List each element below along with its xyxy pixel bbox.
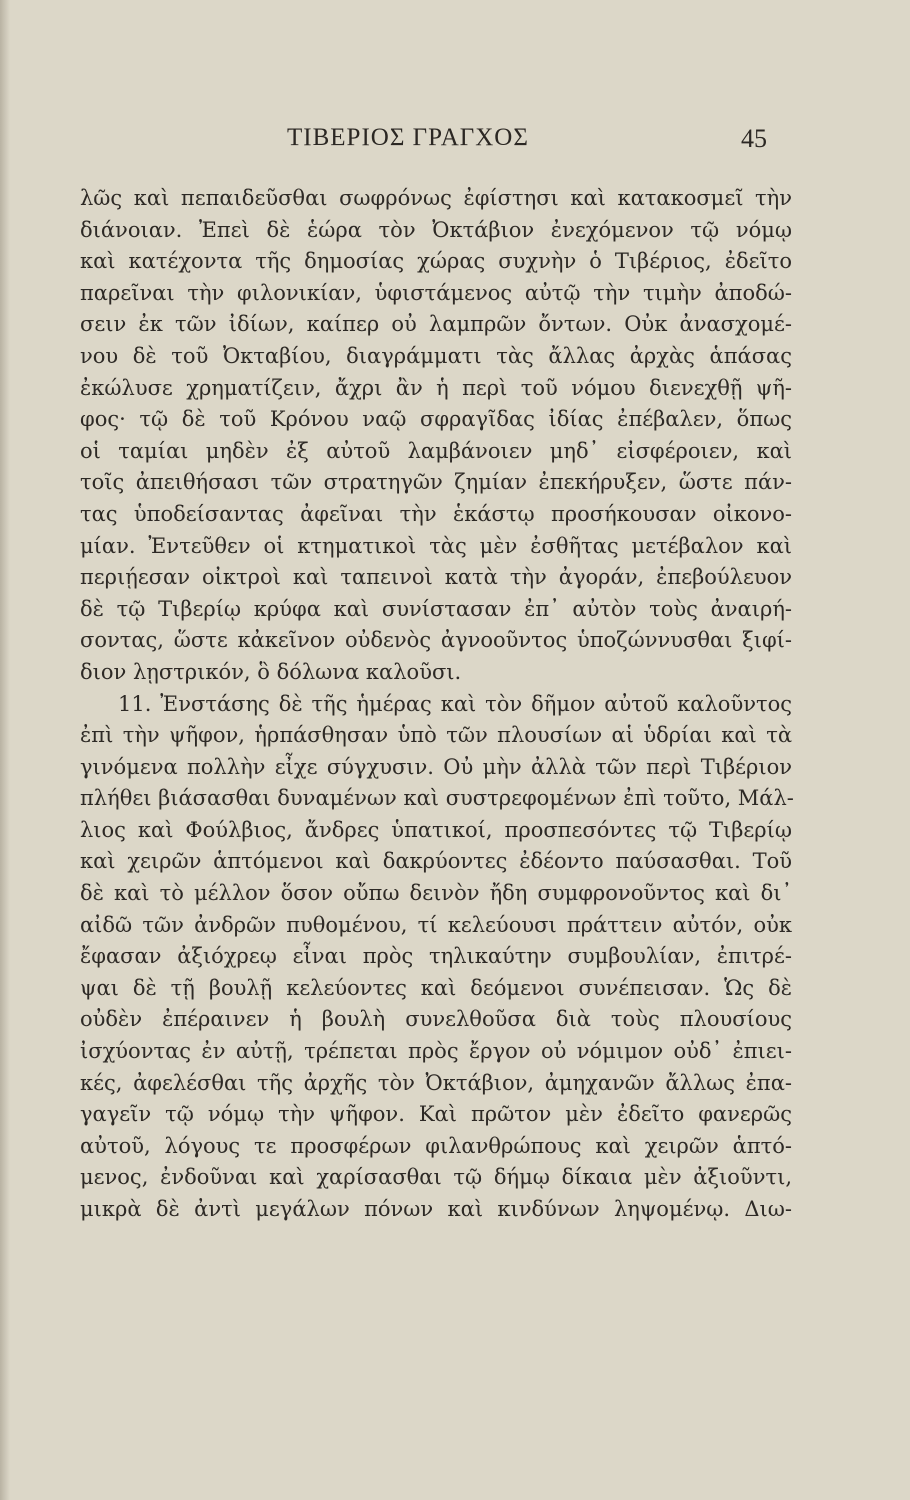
text-line: μικρὰ δὲ ἀντὶ μεγάλων πόνων καὶ κινδύνων ληψομένῳ. Διω-: [80, 1197, 792, 1221]
body-text: [80, 183, 792, 1226]
page-edge-shadow: [0, 0, 10, 1500]
text-line: οἱ ταμίαι μηδὲν ἐξ αὐτοῦ λαμβάνοιεν μηδ᾽ εἰσφέροιεν, καὶ: [80, 438, 792, 463]
text-line: λιος καὶ Φούλβιος, ἄνδρες ὑπατικοί, προσπεσόντες τῷ Τιβερίῳ: [80, 817, 792, 842]
text-line: δὲ τῷ Τιβερίῳ κρύφα καὶ συνίστασαν ἐπ᾽ αὐτὸν τοὺς ἀναιρή-: [80, 596, 792, 621]
text-line: ψαι δὲ τῇ βουλῇ κελεύοντες καὶ δεόμενοι συνέπεισαν. Ὡς δὲ: [80, 975, 792, 1000]
text-line: τοῖς ἀπειθήσασι τῶν στρατηγῶν ζημίαν ἐπεκήρυξεν, ὥστε πάν-: [80, 470, 792, 495]
text-line: τας ὑποδείσαντας ἀφεῖναι τὴν ἑκάστῳ προσήκουσαν οἰκονο-: [80, 501, 792, 526]
text-line: ἰσχύοντας ἐν αὐτῇ, τρέπεται πρὸς ἔργον οὐ νόμιμον οὐδ᾽ ἐπιει-: [80, 1039, 792, 1064]
page-number: 45: [741, 124, 767, 153]
text-line: πλήθει βιάσασθαι δυναμένων καὶ συστρεφομένων ἐπὶ τοῦτο, Μάλ-: [80, 786, 794, 811]
text-line: ἐκώλυσε χρηματίζειν, ἄχρι ἂν ἡ περὶ τοῦ νόμου διενεχθῇ ψῆ-: [80, 375, 792, 400]
running-title: ΤΙΒΕΡΙΟΣ ΓΡΑΓΧΟΣ: [287, 124, 529, 151]
text-line: μίαν. Ἐντεῦθεν οἱ κτηματικοὶ τὰς μὲν ἐσθῆτας μετέβαλον καὶ: [80, 533, 792, 558]
section-11-start-line: 11. Ἐνστάσης δὲ τῆς ἡμέρας καὶ τὸν δῆμον αὐτοῦ καλοῦντος: [118, 691, 792, 716]
text-line: σοντας, ὥστε κἀκεῖνον οὐδενὸς ἀγνοοῦντος ὑποζώννυσθαι ξιφί-: [80, 628, 792, 653]
paragraph-end-line: διον λῃστρικόν, ὃ δόλωνα καλοῦσι.: [80, 659, 462, 684]
text-line: παρεῖναι τὴν φιλονικίαν, ὑφιστάμενος αὐτῷ τὴν τιμὴν ἀποδώ-: [80, 280, 792, 305]
text-line: καὶ χειρῶν ἁπτόμενοι καὶ δακρύοντες ἐδέοντο παύσασθαι. Τοῦ: [80, 849, 792, 874]
text-line: αἰδῶ τῶν ἀνδρῶν πυθομένου, τί κελεύουσι πράττειν αὐτόν, οὐκ: [80, 912, 792, 937]
text-line: καὶ κατέχοντα τῆς δημοσίας χώρας συχνὴν ὁ Τιβέριος, ἐδεῖτο: [80, 249, 792, 274]
text-line: ἔφασαν ἀξιόχρεῳ εἶναι πρὸς τηλικαύτην συμβουλίαν, ἐπιτρέ-: [80, 944, 792, 969]
text-line: δὲ καὶ τὸ μέλλον ὅσον οὔπω δεινὸν ἤδη συμφρονοῦντος καὶ δι᾽: [80, 881, 792, 906]
text-line: γαγεῖν τῷ νόμῳ τὴν ψῆφον. Καὶ πρῶτον μὲν ἐδεῖτο φανερῶς: [80, 1102, 792, 1127]
running-head: [0, 124, 910, 164]
text-line: λῶς καὶ πεπαιδεῦσθαι σωφρόνως ἐφίστησι καὶ κατακοσμεῖ τὴν: [80, 186, 792, 210]
text-line: φος· τῷ δὲ τοῦ Κρόνου ναῷ σφραγῖδας ἰδίας ἐπέβαλεν, ὅπως: [80, 407, 792, 432]
text-line: γινόμενα πολλὴν εἶχε σύγχυσιν. Οὐ μὴν ἀλλὰ τῶν περὶ Τιβέριον: [80, 754, 792, 779]
text-line: νου δὲ τοῦ Ὀκταβίου, διαγράμματι τὰς ἄλλας ἀρχὰς ἁπάσας: [80, 343, 792, 368]
text-line: κές, ἀφελέσθαι τῆς ἀρχῆς τὸν Ὀκτάβιον, ἀμηχανῶν ἄλλως ἐπα-: [80, 1070, 792, 1095]
text-line: μενος, ἐνδοῦναι καὶ χαρίσασθαι τῷ δήμῳ δίκαια μὲν ἀξιοῦντι,: [80, 1165, 792, 1190]
text-line: αὐτοῦ, λόγους τε προσφέρων φιλανθρώπους καὶ χειρῶν ἁπτό-: [80, 1133, 792, 1158]
text-line: περιῄεσαν οἰκτροὶ καὶ ταπεινοὶ κατὰ τὴν ἀγοράν, ἐπεβούλευον: [80, 565, 792, 590]
text-line: διάνοιαν. Ἐπεὶ δὲ ἑώρα τὸν Ὀκτάβιον ἐνεχόμενον τῷ νόμῳ: [80, 217, 792, 242]
text-line: οὐδὲν ἐπέραινεν ἡ βουλὴ συνελθοῦσα διὰ τοὺς πλουσίους: [80, 1007, 792, 1032]
text-line: ἐπὶ τὴν ψῆφον, ἡρπάσθησαν ὑπὸ τῶν πλουσίων αἱ ὑδρίαι καὶ τὰ: [80, 723, 792, 748]
text-line: σειν ἐκ τῶν ἰδίων, καίπερ οὐ λαμπρῶν ὄντων. Οὐκ ἀνασχομέ-: [80, 312, 792, 337]
